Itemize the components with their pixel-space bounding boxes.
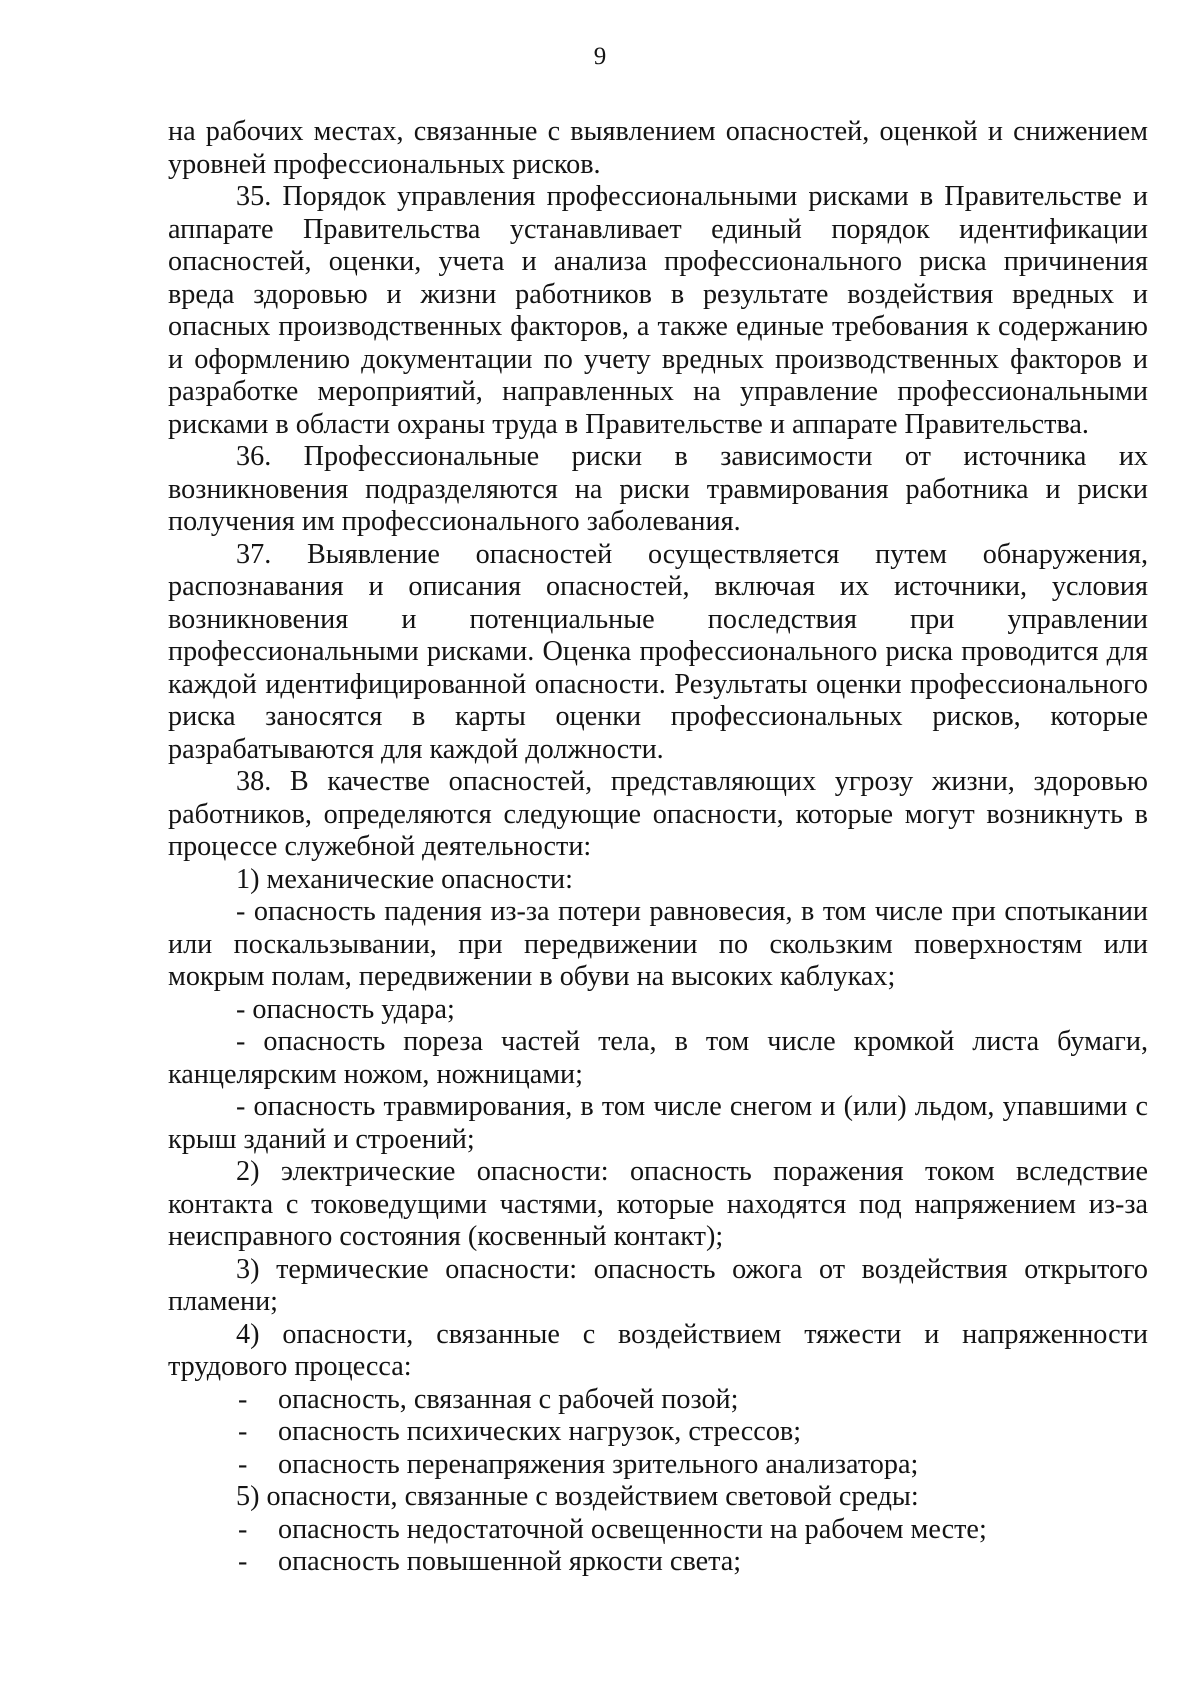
dash-item-text: опасность, связанная с рабочей позой; bbox=[278, 1383, 739, 1415]
dash-item bbox=[168, 1546, 1148, 1579]
list-item-4: 4) опасности, связанные с воздействием тяжести и напряженности трудового процесса: bbox=[168, 1318, 1148, 1382]
dash-marker: - bbox=[238, 1383, 248, 1415]
paragraph-35: 35. Порядок управления профессиональными рисками в Правительстве и аппарате Правительства устанавливает единый порядок идентификации опасностей, оценки, учета и анализа профессионального риска причинения вреда здоровью и жизни работников в результате воздействия вредных и опасных производственных факторов, а также единые требования к содержанию и оформлению документации по учету вредных производственных факторов и разработке мероприятий, направленных на управление профессиональными рисками в области охраны труда в Правительстве и аппарате Правительства. bbox=[168, 181, 1148, 440]
list-subitem-falling: - опасность падения из-за потери равновесия, в том числе при спотыкании или поскальзывании, при передвижении по скользким поверхностям или мокрым полам, передвижении в обуви на высоких каблуках; bbox=[168, 896, 1148, 992]
dash-item bbox=[168, 1416, 1148, 1449]
list-subitem-impact: - опасность удара; bbox=[236, 993, 455, 1025]
list-item-3: 3) термические опасности: опасность ожога от воздействия открытого пламени; bbox=[168, 1253, 1148, 1317]
list-item-1: 1) механические опасности: bbox=[236, 863, 573, 895]
document-body bbox=[168, 116, 1148, 1579]
list-subitem-cut: - опасность пореза частей тела, в том числе кромкой листа бумаги, канцелярским ножом, ножницами; bbox=[168, 1026, 1148, 1090]
dash-item-text: опасность перенапряжения зрительного анализатора; bbox=[278, 1448, 919, 1480]
dash-item-text: опасность повышенной яркости света; bbox=[278, 1546, 742, 1577]
dash-item bbox=[168, 1514, 1148, 1547]
list-subitem-injury: - опасность травмирования, в том числе снегом и (или) льдом, упавшими с крыш зданий и строений; bbox=[168, 1091, 1148, 1155]
dash-marker: - bbox=[238, 1416, 248, 1447]
dash-item bbox=[168, 1449, 1148, 1482]
dash-marker: - bbox=[238, 1513, 248, 1545]
list-item-2: 2) электрические опасности: опасность поражения током вследствие контакта с токоведущими частями, которые находятся под напряжением из-за неисправного состояния (косвенный контакт); bbox=[168, 1156, 1148, 1252]
dash-marker: - bbox=[238, 1448, 248, 1480]
dash-item-text: опасность недостаточной освещенности на рабочем месте; bbox=[278, 1513, 987, 1545]
page-number: 9 bbox=[593, 43, 607, 70]
paragraph-38: 38. В качестве опасностей, представляющих угрозу жизни, здоровью работников, определяются следующие опасности, которые могут возникнуть в процессе служебной деятельности: bbox=[168, 766, 1148, 862]
paragraph-continuation: на рабочих местах, связанные с выявлением опасностей, оценкой и снижением уровней профессиональных рисков. bbox=[168, 116, 1148, 180]
dash-item bbox=[168, 1384, 1148, 1417]
paragraph-36: 36. Профессиональные риски в зависимости от источника их возникновения подразделяются на риски травмирования работника и риски получения им профессионального заболевания. bbox=[168, 441, 1148, 537]
dash-item-text: опасность психических нагрузок, стрессов; bbox=[278, 1416, 802, 1447]
list-item-5: 5) опасности, связанные с воздействием световой среды: bbox=[236, 1481, 919, 1512]
paragraph-37: 37. Выявление опасностей осуществляется путем обнаружения, распознавания и описания опасностей, включая их источники, условия возникновения и потенциальные последствия при управлении профессиональными рисками. Оценка профессионального риска проводится для каждой идентифицированной опасности. Результаты оценки профессионального риска заносятся в карты оценки профессиональных рисков, которые разрабатываются для каждой должности. bbox=[168, 538, 1148, 765]
dash-marker: - bbox=[238, 1546, 248, 1577]
